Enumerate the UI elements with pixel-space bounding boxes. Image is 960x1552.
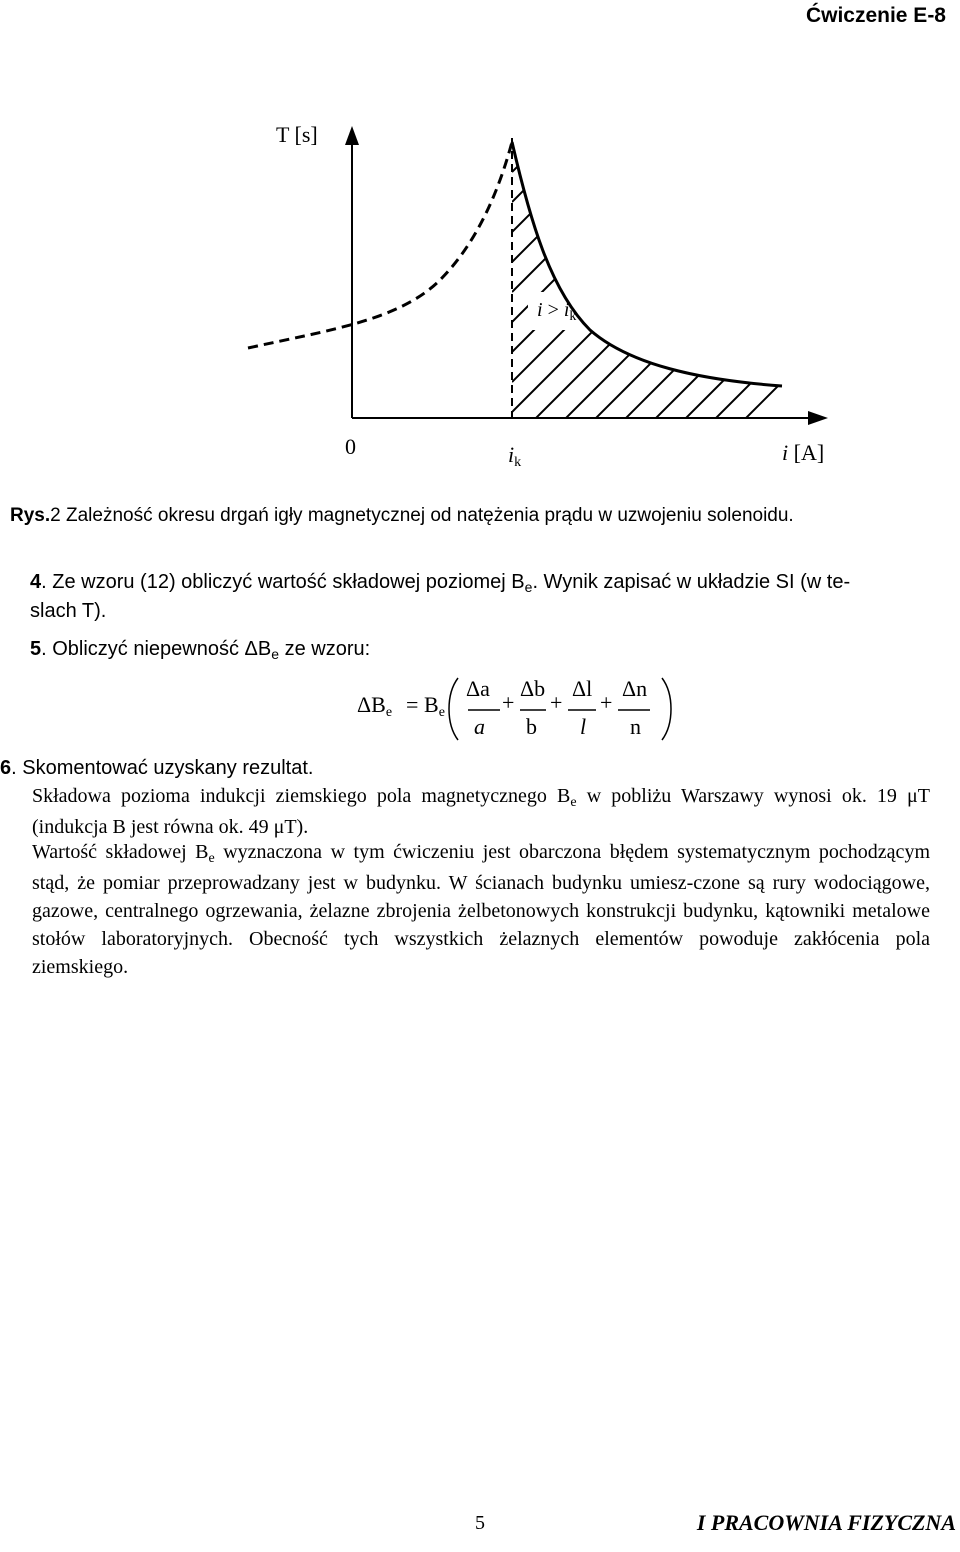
ik-label: ik — [508, 442, 522, 470]
y-axis-arrow — [345, 126, 359, 145]
x-axis-arrow — [808, 411, 828, 425]
figure-caption: Rys.2 Zależność okresu drgań igły magnetycznej od natężenia prądu w uzwojeniu solenoidu. — [10, 505, 794, 526]
solid-curve — [512, 142, 782, 386]
period-vs-current-figure — [0, 0, 960, 480]
item-4: 4. Ze wzoru (12) obliczyć wartość składowej poziomej $B_e$. Wynik zapisać w układzie SI (w te- slach T). — [30, 571, 851, 622]
item-5: 5. Obliczyć niepewność $\Delta B_e$ ze wzoru: — [30, 638, 371, 662]
region-label: $i > i_k$ — [537, 299, 577, 324]
uncertainty-formula: ΔBe = Be Δa a + Δb b + Δl l + Δn n — [0, 670, 960, 745]
term1-numerator: Δa — [466, 676, 490, 701]
paragraph-earth-field: Składowa pozioma indukcji ziemskiego pola magnetycznego $B_e$ w pobliżu Warszawy wynosi ok. 19 μT (indukcja B jest równa ok. 49 μT). — [32, 785, 930, 838]
item-6: 6. Skomentować uzyskany rezultat. — [0, 757, 314, 779]
term1-denominator: a — [474, 714, 485, 739]
page-header-title: Ćwiczenie E-8 — [805, 4, 946, 27]
y-axis-label: T [s] — [276, 122, 318, 147]
origin-label: 0 — [345, 434, 356, 459]
page-number: 5 — [475, 1512, 485, 1534]
hatched-region — [512, 72, 800, 422]
dashed-curve — [248, 142, 512, 348]
paragraph-systematic-error: Wartość składowej $B_e$ wyznaczona w tym ćwiczeniu jest obarczona błędem systematycznym pochodzącym stąd, że pomiar przeprowadzany jest w budynku. W ścianach budynku umiesz-czone są rury wodociągowe, gazowe, centralnego ogrzewania, żelazne zbrojenia żelbetonowych konstrukcji budynku, kątowniki metalowe stołów laboratoryjnych. Obecność tych wszystkich żelaznych elementów powoduje zakłócenia pola ziemskiego. — [32, 841, 930, 978]
footer-title: I PRACOWNIA FIZYCZNA — [696, 1510, 956, 1535]
x-axis-label: i [A] — [782, 440, 825, 465]
